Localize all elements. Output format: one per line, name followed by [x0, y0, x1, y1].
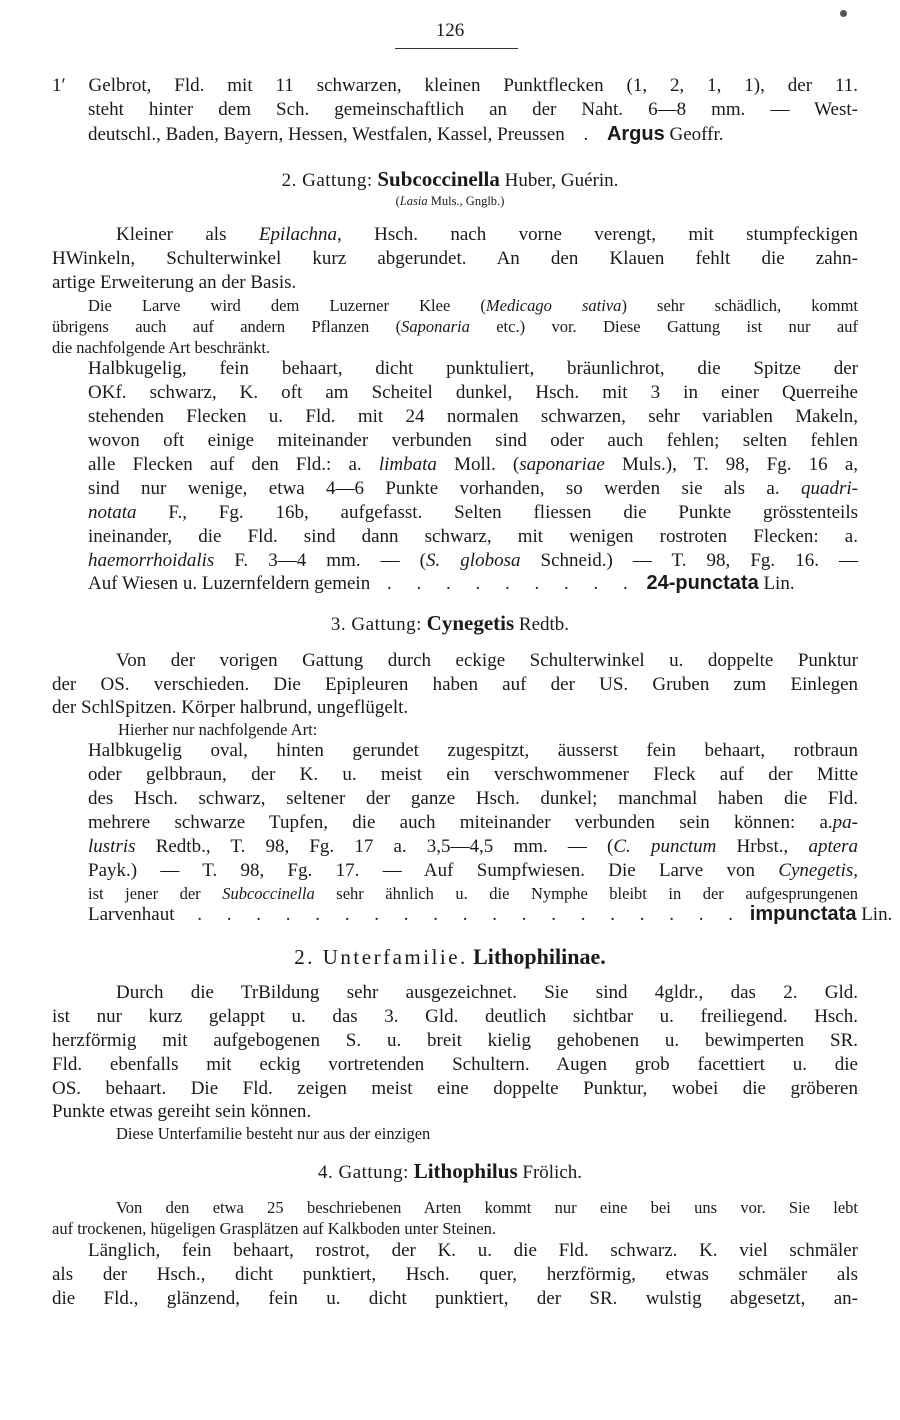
genus-3-prefix: 3. Gattung:	[330, 614, 422, 635]
genus-4-name: Lithophilus	[413, 1159, 518, 1183]
genus-2-para1-line2: HWinkeln, Schulterwinkel kurz abgerundet. An den Klauen fehlt die zahn-	[52, 248, 858, 269]
genus-4-para1-line2: auf trockenen, hügeligen Grasplätzen auf Kalkboden unter Steinen.	[52, 1219, 496, 1238]
genus-3-desc-line4: mehrere schwarze Tupfen, die auch miteinander verbunden sein können: a.pa-	[88, 812, 858, 833]
genus-2-desc-line5: alle Flecken auf den Fld.: a. limbata Moll. (saponariae Muls.), T. 98, Fg. 16 a,	[88, 454, 859, 475]
genus-2-desc-line6: sind nur wenige, etwa 4—6 Punkte vorhanden, so werden sie als a. quadri-	[88, 478, 858, 499]
genus-4-heading	[0, 1160, 900, 1184]
header-rule	[395, 48, 518, 49]
genus-3-desc-line1: Halbkugelig oval, hinten gerundet zugespitzt, äusserst fein behaart, rotbraun	[88, 740, 858, 761]
genus-2-para2-line2: übrigens auch auf andern Pflanzen (Saponaria etc.) vor. Diese Gattung ist nur auf	[52, 317, 858, 336]
genus-2-desc-line10: Auf Wiesen u. Luzernfeldern gemein . . . . . . . . . 24-punctata Lin.	[88, 572, 795, 594]
subfamily-2-line2: ist nur kurz gelappt u. das 3. Gld. deutlich sichtbar u. freiliegend. Hsch.	[52, 1006, 858, 1027]
genus-2-heading	[0, 168, 900, 192]
subfamily-2-prefix: 2. Unterfamilie.	[294, 945, 468, 969]
argus-author: Geoffr.	[669, 124, 724, 145]
argus-distribution: deutschl., Baden, Bayern, Hessen, Westfalen, Kassel, Preussen	[88, 124, 565, 145]
genus-2-desc-line1: Halbkugelig, fein behaart, dicht punktuliert, bräunlichrot, die Spitze der	[88, 358, 858, 379]
genus-3-para1-line3: der SchlSpitzen. Körper halbrund, ungeflügelt.	[52, 697, 409, 718]
leader-dots: . . . . . . . . .	[386, 573, 638, 594]
genus-2-name: Subcoccinella	[377, 167, 500, 191]
genus-2-desc-line7: notata F., Fg. 16b, aufgefasst. Selten fliessen die Punkte grösstenteils	[88, 502, 858, 523]
genus-4-prefix: 4. Gattung:	[317, 1162, 409, 1183]
genus-2-desc-line9: haemorrhoidalis F. 3—4 mm. — (S. globosa Schneid.) — T. 98, Fg. 16. —	[88, 550, 858, 571]
leader-dots: . . . . . . . . . . . . . . . . . . .	[197, 904, 744, 925]
genus-2-desc-line2: OKf. schwarz, K. oft am Scheitel dunkel, Hsch. mit 3 in einer Querreihe	[88, 382, 858, 403]
genus-4-authors: Frölich.	[522, 1162, 583, 1183]
argus-line-3	[88, 123, 858, 146]
argus-line-1: 1′ Gelbrot, Fld. mit 11 schwarzen, kleinen Punktflecken (1, 2, 1, 1), der 11.	[52, 75, 858, 96]
genus-3-heading	[0, 612, 900, 636]
subfamily-2-line7: Diese Unterfamilie besteht nur aus der einzigen	[116, 1124, 431, 1143]
genus-2-para2-line3: die nachfolgende Art beschränkt.	[52, 338, 271, 357]
genus-3-para1-line1: Von der vorigen Gattung durch eckige Schulterwinkel u. doppelte Punktur	[116, 650, 858, 671]
genus-3-desc-line3: des Hsch. schwarz, seltener der ganze Hsch. dunkel; manchmal haben die Fld.	[88, 788, 858, 809]
subfamily-2-name: Lithophilinae.	[473, 944, 606, 969]
genus-4-desc-line1: Länglich, fein behaart, rostrot, der K. u. die Fld. schwarz. K. viel schmäler	[88, 1240, 858, 1261]
genus-3-authors: Redtb.	[518, 614, 570, 635]
subfamily-2-line5: OS. behaart. Die Fld. zeigen meist eine doppelte Punktur, wobei die gröberen	[52, 1078, 858, 1099]
genus-2-para1-line1: Kleiner als Epilachna, Hsch. nach vorne verengt, mit stumpfeckigen	[116, 224, 859, 245]
genus-4-para1-line1: Von den etwa 25 beschriebenen Arten kommt nur eine bei uns vor. Sie lebt	[116, 1198, 858, 1217]
genus-3-desc-line6: Payk.) — T. 98, Fg. 17. — Auf Sumpfwiesen. Die Larve von Cynegetis,	[88, 860, 859, 881]
page-number: 126	[435, 20, 465, 41]
genus-3-name: Cynegetis	[426, 611, 515, 635]
subfamily-2-heading	[0, 944, 900, 970]
genus-3-desc-line2: oder gelbbraun, der K. u. meist ein verschwommener Fleck auf der Mitte	[88, 764, 858, 785]
subfamily-2-line4: Fld. ebenfalls mit eckig vortretenden Schultern. Augen grob facettiert u. die	[52, 1054, 858, 1075]
genus-3-desc-line8: Larvenhaut . . . . . . . . . . . . . . . . . . . impunctata Lin.	[88, 903, 893, 925]
species-impunctata: impunctata	[749, 903, 857, 925]
ink-speck	[840, 10, 847, 17]
argus-species-name: Argus	[606, 123, 665, 145]
genus-2-prefix: 2. Gattung:	[281, 170, 373, 191]
subfamily-2-line6: Punkte etwas gereiht sein können.	[52, 1101, 312, 1122]
genus-2-authors: Huber, Guérin.	[504, 170, 619, 191]
genus-3-para2: Hierher nur nachfolgende Art:	[118, 720, 318, 739]
genus-4-desc-line3: die Fld., glänzend, fein u. dicht punktiert, der SR. wulstig abgesetzt, an-	[52, 1288, 858, 1309]
genus-2-para2-line1: Die Larve wird dem Luzerner Klee (Medicago sativa) sehr schädlich, kommt	[88, 296, 858, 315]
genus-2-desc-line3: stehenden Flecken u. Fld. mit 24 normalen schwarzen, sehr variablen Makeln,	[88, 406, 858, 427]
genus-4-desc-line2: als der Hsch., dicht punktiert, Hsch. quer, herzförmig, etwas schmäler als	[52, 1264, 858, 1285]
genus-2-synonym: (Lasia Muls., Gnglb.)	[395, 194, 505, 208]
argus-leader: .	[583, 124, 589, 145]
subfamily-2-line1: Durch die TrBildung sehr ausgezeichnet. Sie sind 4gldr., das 2. Gld.	[116, 982, 858, 1003]
genus-2-desc-line8: ineinander, die Fld. sind dann schwarz, mit wenigen rostroten Flecken: a.	[88, 526, 858, 547]
subfamily-2-line3: herzförmig mit aufgebogenen S. u. breit kielig gehobenen u. bewimperten SR.	[52, 1030, 858, 1051]
species-24-punctata: 24-punctata	[646, 572, 759, 594]
genus-2-desc-line4: wovon oft einige miteinander verbunden sind oder auch fehlen; selten fehlen	[88, 430, 858, 451]
genus-2-para1-line3: artige Erweiterung an der Basis.	[52, 272, 297, 293]
argus-line-2: steht hinter dem Sch. gemeinschaftlich an der Naht. 6—8 mm. — West-	[88, 99, 858, 120]
genus-3-desc-line5: lustris Redtb., T. 98, Fg. 17 a. 3,5—4,5 mm. — (C. punctum Hrbst., aptera	[88, 836, 859, 857]
genus-3-para1-line2: der OS. verschieden. Die Epipleuren haben auf der US. Gruben zum Einlegen	[52, 674, 858, 695]
genus-3-desc-line7: ist jener der Subcoccinella sehr ähnlich u. die Nymphe bleibt in der aufgesprungenen	[88, 884, 859, 903]
